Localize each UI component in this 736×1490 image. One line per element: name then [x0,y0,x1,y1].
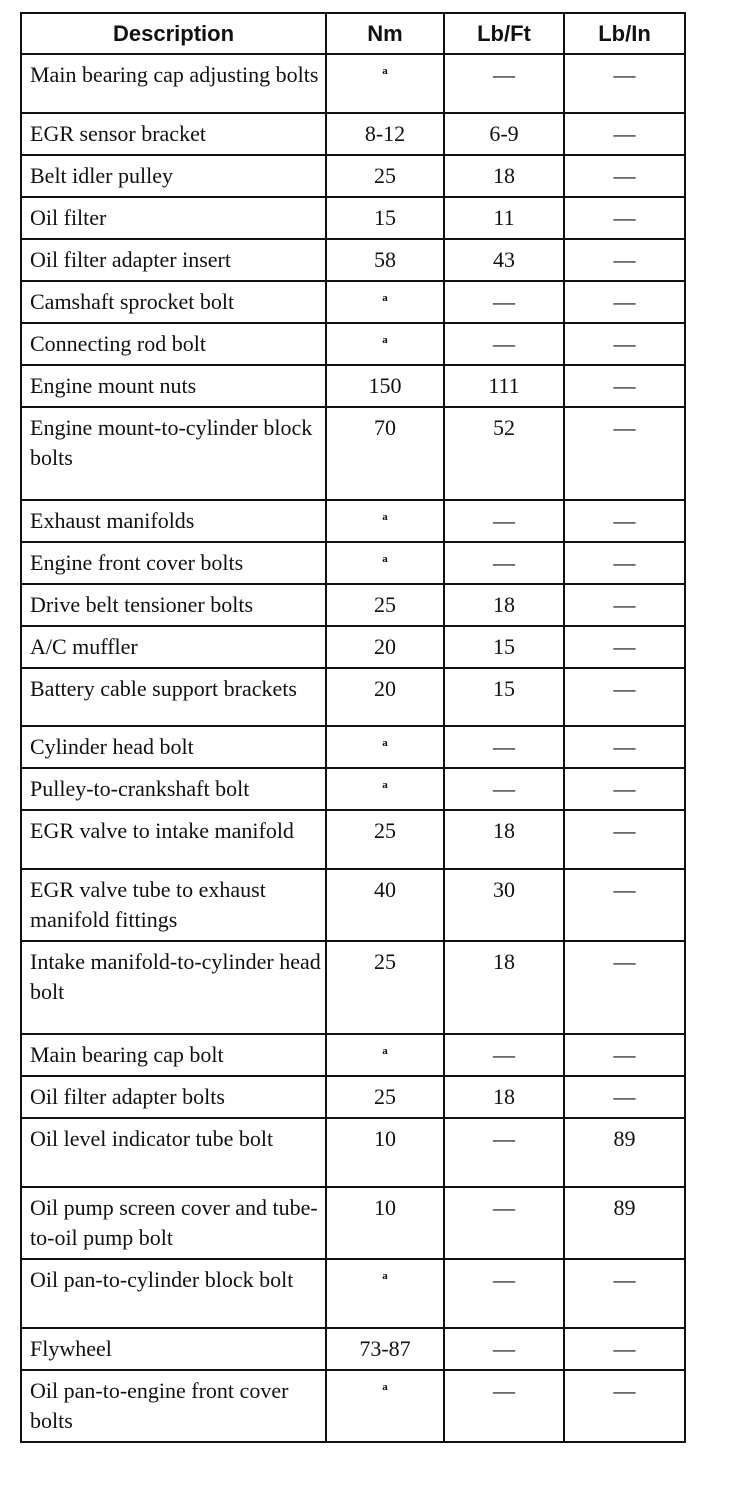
cell-nm: 150 [326,365,444,407]
table-row [21,810,685,869]
cell-lb-ft: 15 [444,668,564,726]
cell-description: Exhaust manifolds [21,500,326,542]
table-row [21,626,685,668]
cell-lb-ft: 111 [444,365,564,407]
cell-lb-ft: — [444,768,564,810]
cell-lb-ft: — [444,726,564,768]
cell-lb-in: — [564,869,685,941]
cell-lb-ft: 15 [444,626,564,668]
cell-nm: 25 [326,155,444,197]
cell-nm: 15 [326,197,444,239]
cell-description: Battery cable support brackets [21,668,326,726]
cell-lb-in: — [564,155,685,197]
cell-lb-in: — [564,197,685,239]
cell-lb-ft: — [444,1118,564,1187]
cell-lb-ft: — [444,542,564,584]
table-row [21,1187,685,1259]
cell-lb-ft: — [444,1370,564,1442]
cell-description: Intake manifold-to-cylinder head bolt [21,941,326,1034]
cell-lb-ft: — [444,500,564,542]
table-row [21,1259,685,1328]
cell-description: A/C muffler [21,626,326,668]
table-row [21,584,685,626]
cell-lb-in: — [564,1370,685,1442]
cell-nm: 25 [326,941,444,1034]
cell-lb-ft: 52 [444,407,564,500]
cell-lb-ft: 11 [444,197,564,239]
cell-description: Oil pump screen cover and tube-to-oil pump bolt [21,1187,326,1259]
cell-description: Engine front cover bolts [21,542,326,584]
cell-nm: 20 [326,668,444,726]
cell-nm: 20 [326,626,444,668]
table-row [21,239,685,281]
cell-lb-in: — [564,584,685,626]
cell-lb-ft: 43 [444,239,564,281]
cell-description: Oil level indicator tube bolt [21,1118,326,1187]
cell-lb-ft: — [444,1328,564,1370]
cell-description: EGR sensor bracket [21,113,326,155]
table-row [21,113,685,155]
table-row [21,365,685,407]
cell-lb-ft: — [444,1187,564,1259]
table-row [21,281,685,323]
cell-description: Camshaft sprocket bolt [21,281,326,323]
header-lb-in: Lb/In [564,13,685,54]
cell-lb-in: — [564,1328,685,1370]
cell-nm: 25 [326,810,444,869]
table-row [21,1328,685,1370]
table-row [21,941,685,1034]
cell-lb-in: — [564,810,685,869]
cell-lb-in: — [564,365,685,407]
cell-lb-in: — [564,1076,685,1118]
cell-description: Pulley-to-crankshaft bolt [21,768,326,810]
cell-lb-in: — [564,1034,685,1076]
cell-lb-ft: — [444,281,564,323]
cell-lb-ft: — [444,1034,564,1076]
table-row [21,407,685,500]
table-row [21,1034,685,1076]
cell-lb-in: 89 [564,1187,685,1259]
table-row [21,155,685,197]
cell-nm: 40 [326,869,444,941]
cell-lb-ft: 18 [444,584,564,626]
cell-lb-in: — [564,500,685,542]
cell-description: EGR valve tube to exhaust manifold fittings [21,869,326,941]
table-row [21,54,685,113]
table-row [21,197,685,239]
cell-description: Oil filter adapter bolts [21,1076,326,1118]
torque-spec-table [20,12,686,1443]
table-row [21,668,685,726]
cell-lb-ft: — [444,323,564,365]
cell-nm: 70 [326,407,444,500]
header-nm: Nm [326,13,444,54]
cell-nm: a [326,542,444,584]
cell-description: Connecting rod bolt [21,323,326,365]
cell-nm: a [326,500,444,542]
cell-lb-ft: 18 [444,941,564,1034]
cell-lb-in: — [564,323,685,365]
cell-lb-in: — [564,726,685,768]
cell-lb-in: — [564,54,685,113]
cell-lb-ft: 18 [444,1076,564,1118]
cell-nm: a [326,323,444,365]
header-lb-ft: Lb/Ft [444,13,564,54]
cell-nm: a [326,1370,444,1442]
cell-nm: a [326,1259,444,1328]
cell-nm: a [326,54,444,113]
cell-nm: 58 [326,239,444,281]
cell-description: Oil filter [21,197,326,239]
table-header-row [21,13,685,54]
cell-nm: 25 [326,1076,444,1118]
cell-description: Engine mount-to-cylinder block bolts [21,407,326,500]
table-row [21,1118,685,1187]
table-row [21,768,685,810]
cell-nm: 25 [326,584,444,626]
cell-description: Flywheel [21,1328,326,1370]
table-row [21,1370,685,1442]
cell-lb-ft: 18 [444,155,564,197]
cell-lb-in: 89 [564,1118,685,1187]
cell-lb-ft: — [444,1259,564,1328]
cell-lb-in: — [564,113,685,155]
cell-description: Main bearing cap bolt [21,1034,326,1076]
cell-nm: 73-87 [326,1328,444,1370]
cell-nm: a [326,726,444,768]
cell-description: Oil pan-to-cylinder block bolt [21,1259,326,1328]
cell-lb-in: — [564,281,685,323]
cell-lb-in: — [564,407,685,500]
cell-description: Cylinder head bolt [21,726,326,768]
table-row [21,726,685,768]
cell-nm: 10 [326,1118,444,1187]
cell-description: Main bearing cap adjusting bolts [21,54,326,113]
header-description: Description [21,13,326,54]
cell-lb-ft: 6-9 [444,113,564,155]
cell-description: Belt idler pulley [21,155,326,197]
table-row [21,869,685,941]
cell-nm: 8-12 [326,113,444,155]
cell-lb-in: — [564,1259,685,1328]
cell-lb-in: — [564,768,685,810]
cell-lb-in: — [564,668,685,726]
cell-description: Drive belt tensioner bolts [21,584,326,626]
cell-lb-in: — [564,239,685,281]
cell-lb-in: — [564,542,685,584]
table-row [21,542,685,584]
table-row [21,1076,685,1118]
cell-description: EGR valve to intake manifold [21,810,326,869]
cell-lb-ft: 18 [444,810,564,869]
cell-nm: a [326,768,444,810]
cell-lb-in: — [564,626,685,668]
cell-nm: a [326,281,444,323]
cell-lb-ft: 30 [444,869,564,941]
cell-description: Oil filter adapter insert [21,239,326,281]
table-row [21,500,685,542]
cell-nm: 10 [326,1187,444,1259]
cell-description: Engine mount nuts [21,365,326,407]
cell-nm: a [326,1034,444,1076]
cell-description: Oil pan-to-engine front cover bolts [21,1370,326,1442]
cell-lb-in: — [564,941,685,1034]
table-row [21,323,685,365]
cell-lb-ft: — [444,54,564,113]
